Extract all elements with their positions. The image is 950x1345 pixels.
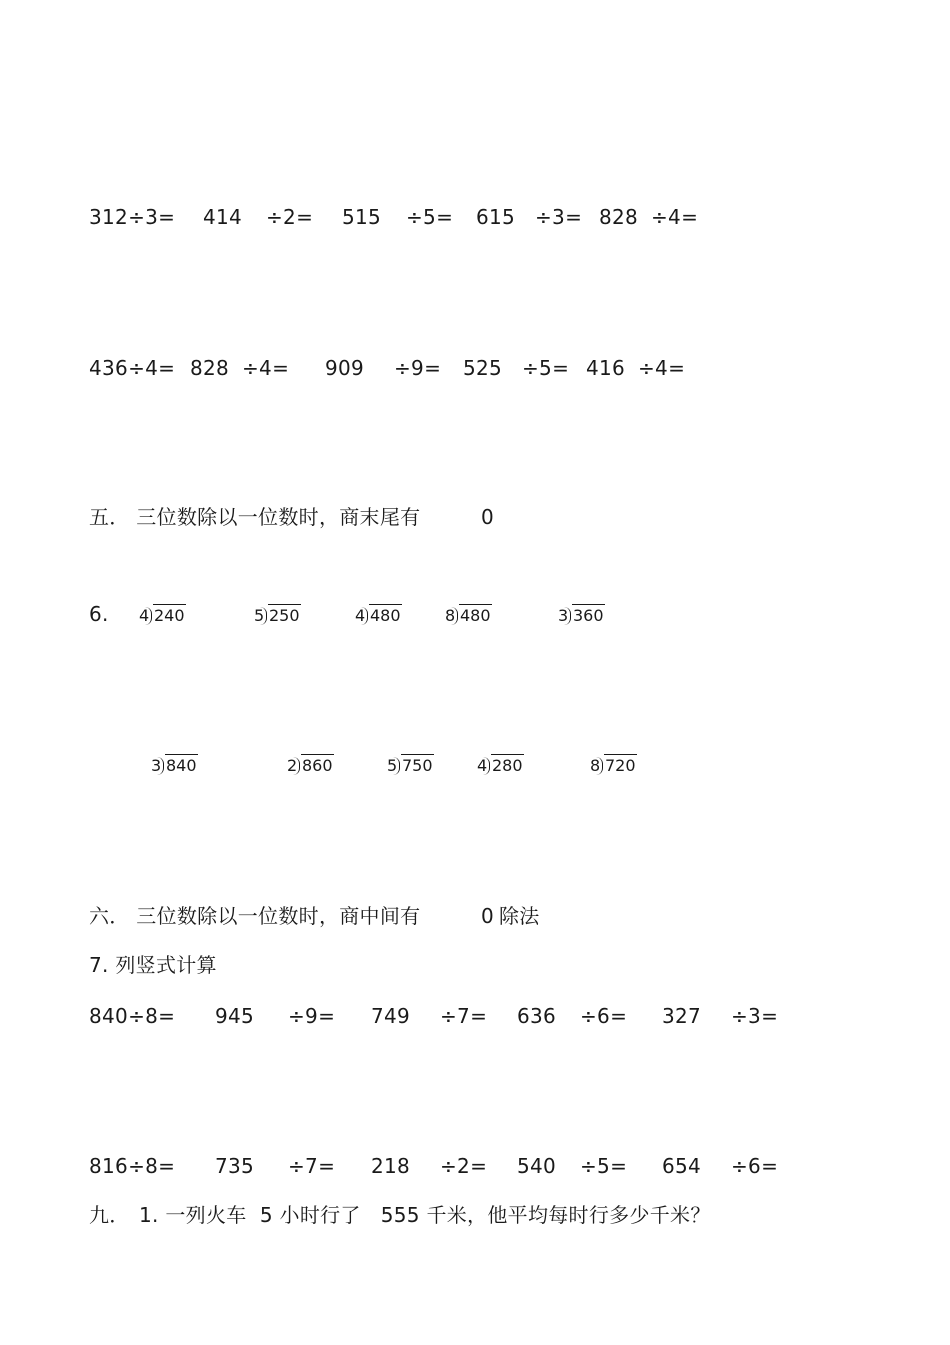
section-9-heading: 九． xyxy=(89,1203,130,1227)
dividend: 480 xyxy=(370,606,401,625)
section-6-heading: 六． 三位数除以一位数时，商中间有 xyxy=(89,904,421,928)
divisor: 4 xyxy=(355,606,366,625)
expression-text: 414 xyxy=(203,205,243,229)
expression-text: 828 xyxy=(599,205,639,229)
expression-text: 515 xyxy=(342,205,382,229)
dividend: 360 xyxy=(573,606,604,625)
expression-text: ÷6= xyxy=(731,1154,779,1178)
division-bracket xyxy=(564,607,571,625)
section-6-zero: 0 xyxy=(481,904,495,928)
expression-text: ÷7= xyxy=(440,1004,488,1028)
division-bracket xyxy=(145,607,152,625)
expression-text: 636 xyxy=(517,1004,557,1028)
word-problem-1: 1. 一列火车 5 小时行了 555 千米，他平均每时行多少千米？ xyxy=(139,1203,711,1227)
division-bracket xyxy=(157,757,164,775)
expression-text: ÷5= xyxy=(522,356,570,380)
expression-text: ÷6= xyxy=(580,1004,628,1028)
division-bracket xyxy=(451,607,458,625)
dividend: 480 xyxy=(460,606,491,625)
section-5-heading: 五． 三位数除以一位数时，商末尾有 xyxy=(89,505,421,529)
division-bracket xyxy=(393,757,400,775)
divisor: 4 xyxy=(477,756,488,775)
expression-text: ÷5= xyxy=(580,1154,628,1178)
expression-text: 312÷3= xyxy=(89,205,176,229)
divisor: 5 xyxy=(254,606,265,625)
expression-text: 828 xyxy=(190,356,230,380)
expression-text: 327 xyxy=(662,1004,702,1028)
expression-text: 540 xyxy=(517,1154,557,1178)
dividend: 840 xyxy=(166,756,197,775)
division-bracket xyxy=(260,607,267,625)
division-bracket xyxy=(361,607,368,625)
expression-text: 816÷8= xyxy=(89,1154,176,1178)
expression-text: 749 xyxy=(371,1004,411,1028)
expression-text: ÷5= xyxy=(406,205,454,229)
expression-text: ÷4= xyxy=(638,356,686,380)
expression-text: 945 xyxy=(215,1004,255,1028)
dividend: 250 xyxy=(269,606,300,625)
expression-text: 654 xyxy=(662,1154,702,1178)
divisor: 5 xyxy=(387,756,398,775)
expression-text: 218 xyxy=(371,1154,411,1178)
expression-text: ÷7= xyxy=(288,1154,336,1178)
expression-text: ÷4= xyxy=(242,356,290,380)
dividend: 860 xyxy=(302,756,333,775)
expression-text: 525 xyxy=(463,356,503,380)
question-7-title: 7. 列竖式计算 xyxy=(89,953,217,977)
expression-text: 416 xyxy=(586,356,626,380)
section-6-suffix: 除法 xyxy=(499,904,540,928)
dividend: 280 xyxy=(492,756,523,775)
expression-text: ÷9= xyxy=(394,356,442,380)
dividend: 750 xyxy=(402,756,433,775)
expression-text: 909 xyxy=(325,356,365,380)
dividend: 240 xyxy=(154,606,185,625)
divisor: 3 xyxy=(558,606,569,625)
divisor: 8 xyxy=(445,606,456,625)
expression-text: 735 xyxy=(215,1154,255,1178)
dividend: 720 xyxy=(605,756,636,775)
expression-text: ÷3= xyxy=(535,205,583,229)
expression-text: 436÷4= xyxy=(89,356,176,380)
divisor: 3 xyxy=(151,756,162,775)
expression-text: ÷3= xyxy=(731,1004,779,1028)
divisor: 8 xyxy=(590,756,601,775)
expression-text: 840÷8= xyxy=(89,1004,176,1028)
divisor: 4 xyxy=(139,606,150,625)
expression-text: ÷2= xyxy=(266,205,314,229)
division-bracket xyxy=(293,757,300,775)
expression-text: ÷2= xyxy=(440,1154,488,1178)
section-5-zero: 0 xyxy=(481,505,495,529)
expression-text: 615 xyxy=(476,205,516,229)
expression-text: ÷4= xyxy=(651,205,699,229)
question-6-number: 6. xyxy=(89,602,109,626)
division-bracket xyxy=(596,757,603,775)
divisor: 2 xyxy=(287,756,298,775)
expression-text: ÷9= xyxy=(288,1004,336,1028)
division-bracket xyxy=(483,757,490,775)
